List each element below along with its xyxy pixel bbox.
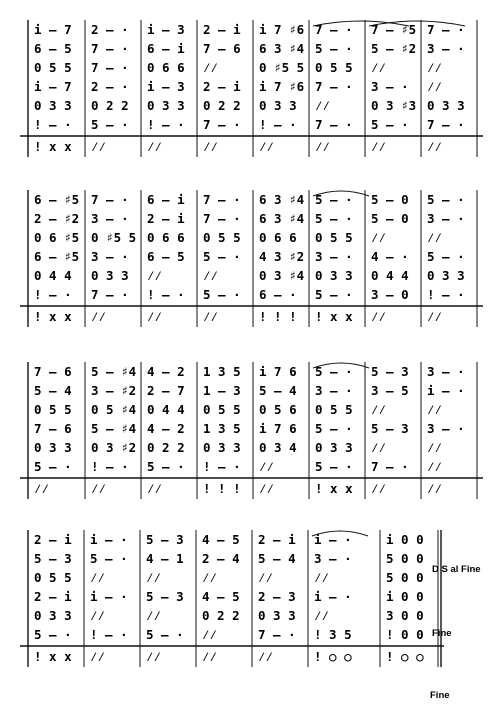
note-cell: 0 2 2	[147, 440, 185, 455]
note-cell: ⁄⁄	[259, 481, 275, 496]
note-cell: 7 — ·	[203, 117, 241, 132]
note-cell: 0 2 2	[91, 98, 129, 113]
note-cell: 7 — 6	[203, 41, 241, 56]
note-cell: 4 — 5	[202, 532, 240, 547]
note-cell: ! — ·	[259, 117, 297, 132]
note-cell: ! x x	[34, 139, 72, 154]
ds-al-fine-marking: D S al Fine	[432, 564, 481, 575]
note-cell: 0 3 3	[34, 98, 72, 113]
note-cell: ! — ·	[203, 459, 241, 474]
note-cell: 0 5 5	[203, 402, 241, 417]
note-cell: 4 — 5	[202, 589, 240, 604]
note-cell: i — ·	[314, 589, 352, 604]
note-cell: 5 — 4	[34, 383, 72, 398]
note-cell: 0 2 2	[202, 608, 240, 623]
note-cell: ⁄⁄	[259, 459, 275, 474]
note-cell: i 7 6	[259, 364, 297, 379]
note-cell: ⁄⁄	[427, 440, 443, 455]
note-cell: 5 — ·	[315, 421, 353, 436]
note-cell: 3 — ·	[314, 551, 352, 566]
note-cell: 0 5 5	[34, 402, 72, 417]
note-cell: 4 — 1	[146, 551, 184, 566]
note-cell: i 7 ♯6	[259, 22, 305, 37]
note-cell: ⁄⁄	[371, 481, 387, 496]
note-cell: 4 — ·	[371, 249, 409, 264]
note-cell: 3 — 0	[371, 287, 409, 302]
note-cell: 3 — ♯2	[91, 383, 137, 398]
note-cell: 7 — ·	[315, 79, 353, 94]
note-cell: ! ○ ○	[386, 649, 424, 664]
note-cell: ! x x	[315, 481, 353, 496]
note-cell: ⁄⁄	[146, 649, 162, 664]
note-cell: i 7 6	[259, 421, 297, 436]
note-cell: 5 — ·	[34, 627, 72, 642]
note-cell: 5 — ·	[34, 459, 72, 474]
note-cell: 2 — i	[34, 589, 72, 604]
note-cell: 0 3 3	[203, 440, 241, 455]
note-cell: ⁄⁄	[34, 481, 50, 496]
note-cell: 7 — ·	[315, 22, 353, 37]
note-cell: 2 — i	[203, 22, 241, 37]
note-cell: ⁄⁄	[314, 608, 330, 623]
final-fine-marking: Fine	[430, 690, 450, 701]
note-cell: i — ·	[427, 383, 465, 398]
note-cell: 7 — ·	[91, 192, 129, 207]
note-cell: ⁄⁄	[202, 570, 218, 585]
note-cell: 0 5 6	[259, 402, 297, 417]
note-cell: 0 ♯5 5	[91, 230, 137, 245]
note-cell: ⁄⁄	[146, 570, 162, 585]
note-cell: 4 3 ♯2	[259, 249, 305, 264]
note-cell: 5 — ·	[203, 287, 241, 302]
note-cell: 5 — 4	[259, 383, 297, 398]
note-cell: 7 — ·	[203, 192, 241, 207]
note-cell: ⁄⁄	[147, 309, 163, 324]
note-cell: ⁄⁄	[315, 139, 331, 154]
note-cell: 0 3 ♯4	[259, 268, 305, 283]
note-cell: 7 — ♯5	[371, 22, 417, 37]
note-cell: ⁄⁄	[91, 309, 107, 324]
note-cell: 1 — 3	[203, 383, 241, 398]
note-cell: 5 — 0	[371, 211, 409, 226]
note-cell: 5 — 4	[258, 551, 296, 566]
note-cell: ⁄⁄	[427, 459, 443, 474]
note-cell: 0 5 5	[203, 230, 241, 245]
note-cell: ⁄⁄	[314, 570, 330, 585]
note-cell: i 7 ♯6	[259, 79, 305, 94]
note-cell: ! x x	[34, 649, 72, 664]
note-cell: 3 0 0	[386, 608, 424, 623]
note-cell: ⁄⁄	[258, 649, 274, 664]
note-cell: 2 — 3	[258, 589, 296, 604]
note-cell: i 0 0	[386, 532, 424, 547]
note-cell: 5 — ♯2	[371, 41, 417, 56]
note-cell: 3 — 5	[371, 383, 409, 398]
note-cell: i — 3	[147, 79, 185, 94]
note-cell: 6 — ♯5	[34, 249, 80, 264]
note-cell: 7 — ·	[91, 287, 129, 302]
note-cell: 0 6 ♯5	[34, 230, 80, 245]
note-cell: 5 — ♯4	[91, 364, 137, 379]
note-cell: 4 — 2	[147, 421, 185, 436]
note-cell: ⁄⁄	[427, 79, 443, 94]
note-cell: ! ! !	[203, 481, 241, 496]
note-cell: i — 7	[34, 22, 72, 37]
note-cell: 0 3 3	[34, 608, 72, 623]
note-cell: 0 3 4	[259, 440, 297, 455]
note-cell: ⁄⁄	[203, 268, 219, 283]
note-cell: 5 — ·	[203, 249, 241, 264]
note-cell: 2 — ·	[91, 22, 129, 37]
note-cell: 5 — ·	[315, 192, 353, 207]
note-cell: 7 — 6	[34, 364, 72, 379]
note-cell: 5 — 3	[146, 532, 184, 547]
note-cell: 2 — 4	[202, 551, 240, 566]
note-cell: 2 — i	[147, 211, 185, 226]
note-cell: 0 6 6	[147, 230, 185, 245]
note-cell: 0 5 5	[315, 60, 353, 75]
note-cell: 3 — ·	[427, 364, 465, 379]
note-cell: 0 3 3	[34, 440, 72, 455]
note-cell: 5 — 3	[146, 589, 184, 604]
note-cell: ⁄⁄	[427, 481, 443, 496]
note-cell: ⁄⁄	[146, 608, 162, 623]
note-cell: ⁄⁄	[259, 139, 275, 154]
note-cell: 7 — ·	[91, 60, 129, 75]
note-cell: 2 — ·	[91, 79, 129, 94]
note-cell: ! x x	[315, 309, 353, 324]
note-cell: ! — ·	[427, 287, 465, 302]
note-cell: 0 3 3	[315, 440, 353, 455]
note-cell: ! — ·	[91, 459, 129, 474]
note-cell: 7 — ·	[91, 41, 129, 56]
note-cell: ⁄⁄	[203, 60, 219, 75]
note-cell: 5 — 3	[371, 421, 409, 436]
note-cell: 7 — ·	[203, 211, 241, 226]
note-cell: 5 — ·	[315, 287, 353, 302]
note-cell: 0 4 4	[147, 402, 185, 417]
note-cell: i — ·	[90, 532, 128, 547]
fine-marking: Fine	[432, 628, 452, 639]
note-cell: ⁄⁄	[371, 440, 387, 455]
note-cell: 7 — 6	[34, 421, 72, 436]
note-cell: 5 — ·	[315, 41, 353, 56]
note-cell: 6 3 ♯4	[259, 192, 305, 207]
note-cell: 0 3 ♯3	[371, 98, 417, 113]
note-cell: 2 — i	[258, 532, 296, 547]
note-cell: 0 3 3	[147, 98, 185, 113]
note-cell: 3 — ·	[315, 249, 353, 264]
note-cell: 6 3 ♯4	[259, 41, 305, 56]
note-cell: 7 — ·	[315, 117, 353, 132]
note-cell: 0 4 4	[34, 268, 72, 283]
note-cell: 3 — ·	[427, 211, 465, 226]
note-cell: 0 5 ♯4	[91, 402, 137, 417]
note-cell: 2 — i	[34, 532, 72, 547]
note-cell: 0 3 3	[427, 98, 465, 113]
note-cell: ⁄⁄	[427, 230, 443, 245]
note-cell: ⁄⁄	[315, 98, 331, 113]
note-cell: 2 — 7	[147, 383, 185, 398]
note-cell: ⁄⁄	[202, 649, 218, 664]
note-cell: 0 3 ♯2	[91, 440, 137, 455]
note-cell: 5 — 0	[371, 192, 409, 207]
note-cell: 5 — ·	[91, 117, 129, 132]
note-cell: 5 — ♯4	[91, 421, 137, 436]
note-cell: 5 — ·	[90, 551, 128, 566]
note-cell: i — 7	[34, 79, 72, 94]
note-cell: ⁄⁄	[371, 230, 387, 245]
note-cell: 0 3 3	[259, 98, 297, 113]
note-cell: 7 — ·	[371, 459, 409, 474]
note-cell: 5 — ·	[427, 192, 465, 207]
note-cell: ⁄⁄	[90, 608, 106, 623]
note-cell: ⁄⁄	[371, 402, 387, 417]
note-cell: 0 5 5	[315, 402, 353, 417]
note-cell: ! — ·	[147, 287, 185, 302]
note-cell: 7 — ·	[427, 22, 465, 37]
note-cell: 3 — ·	[91, 211, 129, 226]
note-cell: ⁄⁄	[371, 139, 387, 154]
note-cell: 4 — 2	[147, 364, 185, 379]
note-cell: 3 — ·	[427, 421, 465, 436]
note-cell: 0 6 6	[259, 230, 297, 245]
note-cell: 3 — ·	[427, 41, 465, 56]
note-cell: ! ! !	[259, 309, 297, 324]
note-cell: 6 3 ♯4	[259, 211, 305, 226]
music-score	[20, 20, 483, 667]
note-cell: 6 — i	[147, 41, 185, 56]
note-cell: i 0 0	[386, 589, 424, 604]
note-cell: 6 — 5	[34, 41, 72, 56]
note-cell: ⁄⁄	[371, 309, 387, 324]
note-cell: 7 — ·	[427, 117, 465, 132]
note-cell: 6 — 5	[147, 249, 185, 264]
note-cell: 1 3 5	[203, 364, 241, 379]
note-cell: 0 2 2	[203, 98, 241, 113]
note-cell: 5 — ·	[315, 211, 353, 226]
note-cell: i — 3	[147, 22, 185, 37]
note-cell: 5 0 0	[386, 570, 424, 585]
note-cell: 0 6 6	[147, 60, 185, 75]
note-cell: 7 — ·	[258, 627, 296, 642]
note-cell: 5 — ·	[147, 459, 185, 474]
note-cell: i — ·	[314, 532, 352, 547]
note-cell: ! x x	[34, 309, 72, 324]
note-cell: 0 5 5	[34, 60, 72, 75]
note-cell: 5 — ·	[315, 364, 353, 379]
note-cell: ! 3 5	[314, 627, 352, 642]
note-cell: 6 — ♯5	[34, 192, 80, 207]
note-cell: ⁄⁄	[91, 481, 107, 496]
note-cell: 5 — 3	[371, 364, 409, 379]
note-cell: 2 — i	[203, 79, 241, 94]
note-cell: 2 — ♯2	[34, 211, 80, 226]
note-cell: ⁄⁄	[147, 268, 163, 283]
note-cell: 1 3 5	[203, 421, 241, 436]
note-cell: ⁄⁄	[427, 309, 443, 324]
note-cell: ! 0 0	[386, 627, 424, 642]
note-cell: ⁄⁄	[258, 570, 274, 585]
note-cell: ⁄⁄	[147, 481, 163, 496]
note-cell: 0 4 4	[371, 268, 409, 283]
note-cell: 5 — 3	[34, 551, 72, 566]
note-cell: i — ·	[90, 589, 128, 604]
note-cell: ! — ·	[34, 287, 72, 302]
note-cell: 0 ♯5 5	[259, 60, 305, 75]
note-cell: ⁄⁄	[427, 402, 443, 417]
note-cell: 0 5 5	[315, 230, 353, 245]
note-cell: ⁄⁄	[90, 649, 106, 664]
note-cell: ! — ·	[34, 117, 72, 132]
note-cell: 5 0 0	[386, 551, 424, 566]
note-cell: 5 — ·	[315, 459, 353, 474]
note-cell: 5 — ·	[371, 117, 409, 132]
note-cell: ⁄⁄	[203, 139, 219, 154]
note-cell: ! ○ ○	[314, 649, 352, 664]
note-cell: ⁄⁄	[203, 309, 219, 324]
note-cell: 0 3 3	[315, 268, 353, 283]
note-cell: ! — ·	[147, 117, 185, 132]
note-cell: 0 3 3	[91, 268, 129, 283]
note-cell: 0 5 5	[34, 570, 72, 585]
note-cell: ⁄⁄	[90, 570, 106, 585]
note-cell: 6 — ·	[259, 287, 297, 302]
note-cell: 5 — ·	[146, 627, 184, 642]
note-cell: 3 — ·	[91, 249, 129, 264]
note-cell: 3 — ·	[315, 383, 353, 398]
note-cell: 6 — i	[147, 192, 185, 207]
note-cell: ⁄⁄	[202, 627, 218, 642]
note-cell: 0 3 3	[258, 608, 296, 623]
note-cell: ⁄⁄	[427, 139, 443, 154]
note-cell: 0 3 3	[427, 268, 465, 283]
note-cell: 5 — ·	[427, 249, 465, 264]
note-cell: ⁄⁄	[91, 139, 107, 154]
note-cell: ⁄⁄	[147, 139, 163, 154]
note-cell: ! — ·	[90, 627, 128, 642]
note-cell: ⁄⁄	[371, 60, 387, 75]
note-cell: 3 — ·	[371, 79, 409, 94]
note-cell: ⁄⁄	[427, 60, 443, 75]
